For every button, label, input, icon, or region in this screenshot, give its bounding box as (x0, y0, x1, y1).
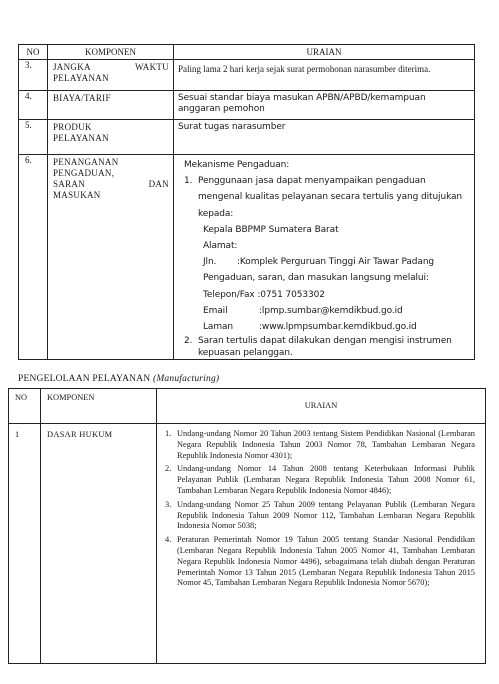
service-standard-table (18, 44, 475, 360)
web-label: Laman (203, 322, 234, 333)
component-line: PENANGANAN (53, 157, 119, 167)
item-number: 4. (165, 535, 172, 545)
street-value: :Komplek Perguruan Tinggi Air Tawar Padang (237, 257, 435, 268)
header-component: KOMPONEN (41, 389, 157, 424)
component-line: PRODUK (53, 122, 92, 132)
row-number: 1 (9, 424, 41, 664)
list-item (165, 464, 475, 496)
list-item (165, 500, 475, 532)
section-title-italic: (Manufacturing) (152, 374, 220, 384)
direct-line: Pengaduan, saran, dan masukan langsung melalui: (203, 273, 429, 284)
phone-line: Telepon/Fax :0751 7053302 (203, 289, 325, 300)
email-line (184, 303, 470, 319)
component-line: JANGKA WAKTU (53, 62, 169, 72)
item-text: Peraturan Pemerintah Nomor 19 Tahun 2005 tentang Standar Nasional Pendidikan (Lembaran Negara Republik Indonesia Tahun 2005 Nomor 41, Tambahan Lembaran Negara Republik Indonesia Nomor 4496), sebagaimana telah diubah dengan Peraturan Pemerintah Nomor 13 Tahun 2015 (Lembaran Negara Republik Indonesia Tahun 2015 Nomor 45, Tambahan Lembaran Negara Republik Indonesia Nomor 5670); (177, 535, 475, 588)
table-header-row (9, 389, 486, 424)
header-component: KOMPONEN (48, 45, 174, 60)
row-component: BIAYA/TARIF (48, 91, 174, 120)
item-text: Undang-undang Nomor 20 Tahun 2003 tentang Sistem Pendidikan Nasional (Lembaran Negara Republik Indonesia Tahun 2003 Nomor 78, Tambahan Lembaran Negara Republik Indonesia Nomor 4301); (177, 429, 475, 460)
row-number: 3. (19, 60, 48, 91)
table-row (19, 120, 475, 155)
component-line: PENGADUAN, (53, 168, 115, 178)
list-item (184, 335, 470, 359)
row-number: 6. (19, 155, 48, 360)
mechanism-list (184, 335, 470, 359)
web-line (184, 319, 470, 335)
item-number: 2. (184, 336, 193, 347)
address-label: Alamat: (203, 241, 238, 252)
email-label: Email (203, 305, 228, 316)
street-label: Jln. (203, 257, 217, 268)
item-text: Saran tertulis dapat dilakukan dengan mengisi instrumen kepuasan pelanggan. (198, 336, 452, 359)
component-line: PELAYANAN (53, 73, 109, 83)
recipient: Kepala BBPMP Sumatera Barat (203, 224, 339, 235)
table-row (9, 424, 486, 664)
list-item (165, 429, 475, 461)
mechanism-title: Mekanisme Pengaduan: (184, 160, 290, 170)
email-value: :lpmp.sumbar@kemdikbud.go.id (259, 305, 403, 316)
item-number: 3. (165, 499, 172, 509)
row-description: Sesuai standar biaya masukan APBN/APBD/kemampuan anggaran pemohon (174, 91, 475, 120)
header-no: NO (9, 389, 41, 424)
header-no: NO (19, 45, 48, 60)
row-component (48, 120, 174, 155)
mechanism-list (184, 173, 470, 222)
item-text: Undang-undang Nomor 14 Tahun 2008 tentang Keterbukaan Informasi Publik Pelayanan Publik (Lembaran Negara Republik Indonesia Tahun 2008 Nomor 61, Tambahan Lembaran Negara Republik Indonesia Nomor 4846); (177, 464, 475, 495)
list-item (165, 535, 475, 589)
manufacturing-table (8, 388, 486, 664)
web-value: :www.lpmpsumbar.kemdikbud.go.id (259, 322, 417, 333)
item-text: Penggunaan jasa dapat menyampaikan pengaduan mengenal kualitas pelayanan secara tertulis yang ditujukan kepada: (198, 176, 463, 219)
row-component: DASAR HUKUM (41, 424, 157, 664)
item-text: Undang-undang Nomor 25 Tahun 2009 tentang Pelayanan Publik (Lembaran Negara Republik Indonesia Tahun 2009 Nomor 112, Tambahan Lembaran Negara Republik Indonesia Nomor 5038; (177, 499, 475, 531)
row-number: 4. (19, 91, 48, 120)
row-number: 5. (19, 120, 48, 155)
table-row (19, 60, 475, 91)
component-line: PELAYANAN (53, 133, 109, 143)
row-description: Surat tugas narasumber (174, 120, 475, 155)
street-line (184, 254, 470, 270)
header-description: URAIAN (157, 389, 486, 424)
list-item (184, 173, 470, 222)
row-description: Paling lama 2 hari kerja sejak surat permohonan narasumber diterima. (174, 60, 475, 91)
row-component (48, 60, 174, 91)
item-number: 1. (184, 176, 193, 187)
section-heading (18, 374, 219, 384)
table-row (19, 91, 475, 120)
section-title: PENGELOLAAN PELAYANAN (18, 374, 151, 384)
item-number: 1. (165, 429, 172, 438)
item-number: 2. (165, 464, 172, 474)
row-component (48, 155, 174, 360)
legal-basis-list (165, 429, 475, 589)
complaint-mechanism (174, 155, 475, 360)
header-description: URAIAN (174, 45, 475, 60)
legal-basis (157, 424, 486, 664)
table-row (19, 155, 475, 360)
table-header-row (19, 45, 475, 60)
component-line: MASUKAN (53, 190, 101, 200)
component-line: SARAN DAN (53, 179, 169, 189)
